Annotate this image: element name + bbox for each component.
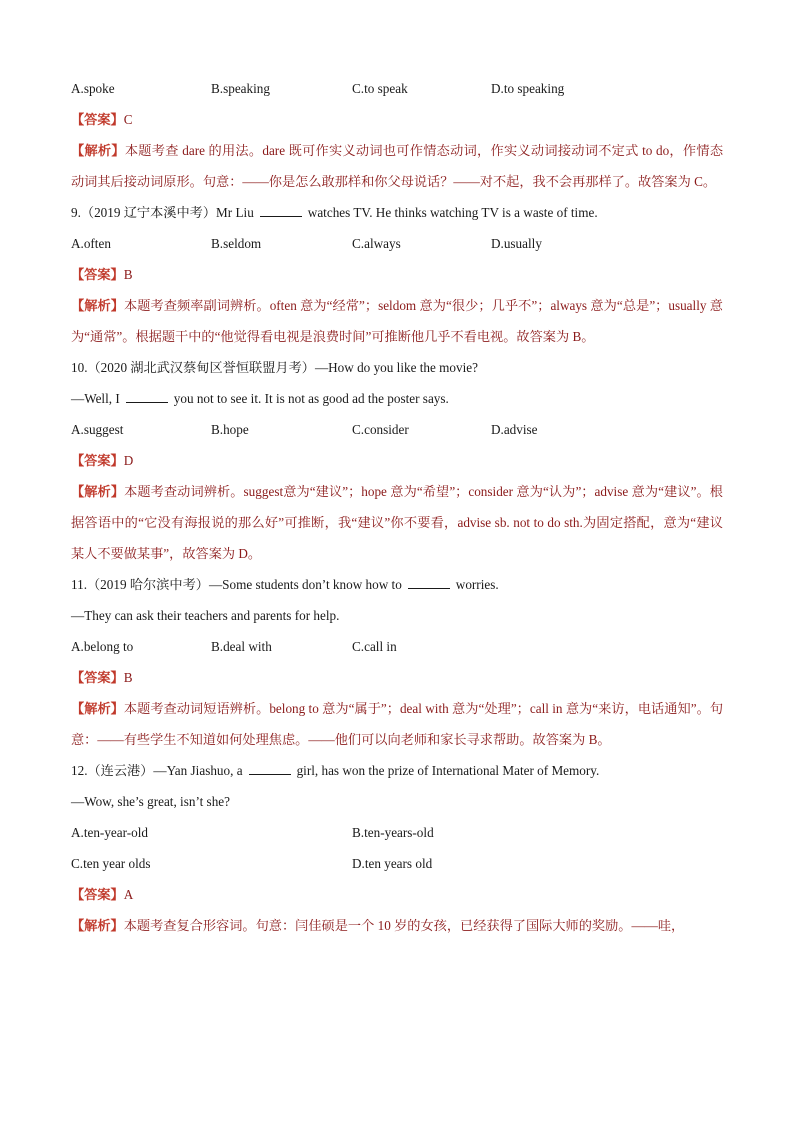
q8-options: [71, 80, 723, 111]
answer-tag: 【答案】: [71, 670, 124, 685]
answer-blank: [408, 576, 450, 589]
explain-tag: 【解析】: [71, 298, 124, 313]
q12-stem-part-a: 12.（连云港）—Yan Jiashuo, a: [71, 763, 243, 778]
explain-tag: 【解析】: [71, 143, 125, 158]
q11-line2: —They can ask their teachers and parents for help.: [71, 608, 340, 623]
q12-stem: [71, 762, 723, 793]
q9-options: [71, 235, 723, 266]
answer-value: B: [123, 670, 133, 685]
answer-blank: [260, 204, 302, 217]
q11-stem-part-a: 11.（2019 哈尔滨中考）—Some students don’t know how to: [71, 577, 402, 592]
q12-stem-part-b: girl, has won the prize of International Mater of Memory.: [296, 763, 600, 778]
q8-option-b: B.speaking: [211, 81, 270, 96]
explain-text: 本题考查 dare 的用法。dare 既可作实义动词也可作情态动词，作实义动词接动词不定式 to do，作情态动词其后接动词原形。句意：——你是怎么敢那样和你父母说话？——对不起，我不会再那样了。故答案为 C。: [71, 143, 724, 189]
q10-explanation: [71, 476, 723, 569]
q12-option-b: B.ten-years-old: [352, 825, 434, 840]
q10-options: [71, 421, 723, 452]
explain-text: 本题考查频率副词辨析。often 意为“经常”；seldom 意为“很少；几乎不”；always 意为“总是”；usually 意为“通常”。根据题干中的“他觉得看电视是浪费时间”可推断他几乎不看电视。故答案为 B。: [71, 298, 723, 344]
answer-blank: [126, 390, 168, 403]
q11-explanation: [71, 693, 723, 755]
q9-option-d: D.usually: [491, 236, 542, 251]
q10-stem: 10.（2020 湖北武汉蔡甸区誉恒联盟月考）—How do you like the movie?: [71, 360, 478, 375]
q8-option-a: A.spoke: [71, 81, 115, 96]
q10-line2: [71, 390, 723, 421]
explain-text: 本题考查动词短语辨析。belong to 意为“属于”；deal with 意为“处理”；call in 意为“来访，电话通知”。句意：——有些学生不知道如何处理焦虑。——他们可以向老师和家长寻求帮助。故答案为 B。: [71, 701, 723, 747]
q12-explanation: [71, 910, 723, 941]
q9-explanation: [71, 290, 723, 352]
q11-option-a: A.belong to: [71, 639, 134, 654]
q10-option-c: C.consider: [352, 422, 409, 437]
answer-tag: 【答案】: [71, 112, 124, 127]
q8-option-d: D.to speaking: [491, 81, 565, 96]
answer-value: C: [123, 112, 133, 127]
q12-option-d: D.ten years old: [352, 856, 433, 871]
q12-line2: —Wow, she’s great, isn’t she?: [71, 794, 230, 809]
q9-option-c: C.always: [352, 236, 401, 251]
q10-option-a: A.suggest: [71, 422, 124, 437]
answer-value: A: [123, 887, 134, 902]
q9-option-a: A.often: [71, 236, 111, 251]
answer-tag: 【答案】: [71, 453, 124, 468]
q9-stem: [71, 204, 723, 235]
answer-tag: 【答案】: [71, 267, 124, 282]
answer-value: B: [123, 267, 133, 282]
explain-tag: 【解析】: [71, 918, 124, 933]
q11-option-b: B.deal with: [211, 639, 272, 654]
answer-tag: 【答案】: [71, 887, 124, 902]
q10-option-b: B.hope: [211, 422, 249, 437]
q12-options-row2: [71, 855, 723, 886]
q12-option-c: C.ten year olds: [71, 856, 151, 871]
explain-text: 本题考查动词辨析。suggest意为“建议”；hope 意为“希望”；consider 意为“认为”；advise 意为“建议”。根据答语中的“它没有海报说的那么好”可推断，我“建议”你不要看，advise sb. not to do sth.为固定搭配，意为“建议某人不要做某事”，故答案为 D。: [71, 484, 723, 561]
q12-options-row1: [71, 824, 723, 855]
q11-stem-part-b: worries.: [455, 577, 499, 592]
q9-option-b: B.seldom: [211, 236, 262, 251]
q11-options: [71, 638, 723, 669]
answer-value: D: [123, 453, 134, 468]
q8-option-c: C.to speak: [352, 81, 408, 96]
explain-text: 本题考查复合形容词。句意：闫佳硕是一个 10 岁的女孩，已经获得了国际大师的奖励。——哇，: [123, 918, 685, 933]
q11-option-c: C.call in: [352, 639, 397, 654]
q12-option-a: A.ten-year-old: [71, 825, 148, 840]
q10-option-d: D.advise: [491, 422, 538, 437]
document-page: [71, 80, 723, 948]
q9-stem-part-a: 9.（2019 辽宁本溪中考）Mr Liu: [71, 205, 254, 220]
explain-tag: 【解析】: [71, 484, 125, 499]
q11-stem: [71, 576, 723, 607]
q8-explanation: [71, 135, 723, 197]
answer-blank: [249, 762, 291, 775]
q10-line2-part-b: you not to see it. It is not as good ad the poster says.: [173, 391, 449, 406]
q9-stem-part-b: watches TV. He thinks watching TV is a waste of time.: [307, 205, 598, 220]
explain-tag: 【解析】: [71, 701, 124, 716]
q10-line2-part-a: —Well, I: [71, 391, 120, 406]
